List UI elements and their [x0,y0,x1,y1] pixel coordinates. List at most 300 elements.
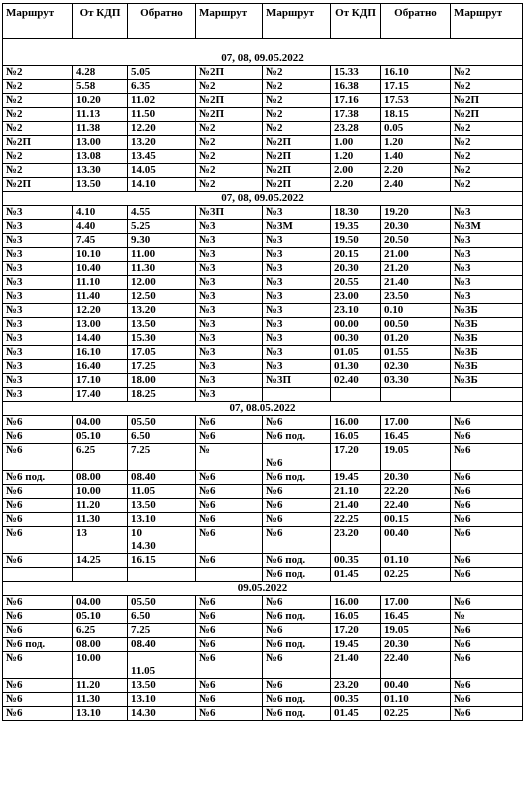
table-cell: 10.20 [73,94,128,108]
table-cell: 4.55 [128,206,196,220]
table-cell [196,568,263,582]
table-cell [451,388,523,402]
table-cell: №2 [3,108,73,122]
table-cell: 10 14.30 [128,527,196,554]
table-cell: 10.40 [73,262,128,276]
table-cell: №2 [196,150,263,164]
table-cell: №3 [196,220,263,234]
table-cell: №3 [3,346,73,360]
table-cell: 20.30 [381,638,451,652]
table-cell: 2.20 [331,178,381,192]
table-row [3,416,523,430]
table-cell: №3 [3,234,73,248]
table-cell: №3 [451,234,523,248]
table-cell: 15.33 [331,66,381,80]
table-cell: 7.25 [128,624,196,638]
table-cell: №3П [196,206,263,220]
table-cell: №6 [196,416,263,430]
table-cell: 12.00 [128,276,196,290]
table-cell: №6 [263,485,331,499]
table-cell: № [451,610,523,624]
table-cell: 12.50 [128,290,196,304]
table-cell: 21.40 [331,499,381,513]
table-cell: 13.50 [128,318,196,332]
table-row [3,610,523,624]
table-cell: №6 [3,693,73,707]
table-cell: №2П [451,108,523,122]
col-header-back: Обратно [128,4,196,39]
table-cell: №3 [3,248,73,262]
table-cell: №6 под. [263,610,331,624]
table-cell: №6 [451,707,523,721]
table-cell: 18.25 [128,388,196,402]
table-cell: 13.08 [73,150,128,164]
table-cell: 16.15 [128,554,196,568]
table-cell: 11.40 [73,290,128,304]
table-row [3,220,523,234]
table-cell: 13.00 [73,318,128,332]
table-cell: 23.20 [331,527,381,554]
table-row [3,276,523,290]
table-cell: №6 [196,610,263,624]
table-cell: 20.30 [381,220,451,234]
table-cell: 17.20 [331,444,381,471]
table-cell: №6 [196,554,263,568]
section-row [3,192,523,206]
table-cell: №6 под. [3,471,73,485]
table-cell: №6 [3,652,73,679]
table-cell: 11.30 [73,513,128,527]
table-cell: 13.20 [128,136,196,150]
table-cell: №6 [196,499,263,513]
table-cell: 13 [73,527,128,554]
table-cell: 13.20 [128,304,196,318]
table-cell: 20.50 [381,234,451,248]
table-cell: 1.00 [331,136,381,150]
table-cell: №6 под. [263,471,331,485]
table-row [3,164,523,178]
table-cell: 5.25 [128,220,196,234]
table-cell: №6 [451,499,523,513]
table-row [3,444,523,471]
table-cell: 23.28 [331,122,381,136]
table-cell: 7.45 [73,234,128,248]
table-cell: №3 [263,304,331,318]
table-cell: 11.10 [73,276,128,290]
table-cell: 05.10 [73,430,128,444]
table-cell: №3 [263,206,331,220]
table-cell: 17.40 [73,388,128,402]
table-cell: 19.35 [331,220,381,234]
table-cell: №6 под. [263,430,331,444]
table-cell: 6.50 [128,610,196,624]
table-cell: 19.20 [381,206,451,220]
table-cell: №6 [263,513,331,527]
table-cell: 21.40 [381,276,451,290]
table-cell: 05.10 [73,610,128,624]
table-cell: 5.58 [73,80,128,94]
table-cell: №6 под. [263,554,331,568]
table-cell: 18.15 [381,108,451,122]
table-row [3,66,523,80]
table-cell: №2 [3,164,73,178]
table-cell: №6 [196,596,263,610]
table-row [3,150,523,164]
table-cell: №2 [451,136,523,150]
table-row [3,122,523,136]
table-cell: 11.13 [73,108,128,122]
table-cell: №3Б [451,360,523,374]
table-cell: №2П [3,178,73,192]
table-cell: 14.40 [73,332,128,346]
table-row [3,262,523,276]
schedule-table-wrapper [2,3,523,721]
table-cell: №6 [263,527,331,554]
table-cell: 14.10 [128,178,196,192]
table-cell: №6 под. [3,638,73,652]
table-cell: №2 [196,178,263,192]
table-cell: №6 [263,416,331,430]
table-cell: №2 [451,122,523,136]
table-cell: 12.20 [73,304,128,318]
table-cell: №2П [196,94,263,108]
table-cell: №6 [451,430,523,444]
table-cell [73,568,128,582]
table-cell: 14.05 [128,164,196,178]
table-cell: №6 [263,652,331,679]
table-cell: №2 [451,80,523,94]
table-cell: 00.40 [381,527,451,554]
table-cell: 04.00 [73,416,128,430]
table-cell: 01.45 [331,707,381,721]
table-cell: №6 [196,707,263,721]
col-header-route: Маршрут [196,4,263,39]
section-date-heading: 09.05.2022 [3,582,523,596]
table-cell: 01.05 [331,346,381,360]
table-cell: 11.05 [128,652,196,679]
table-cell: №3 [196,304,263,318]
table-row [3,596,523,610]
table-cell: №3 [451,206,523,220]
table-cell: №2 [3,122,73,136]
table-cell: 1.20 [381,136,451,150]
table-cell: №6 [451,471,523,485]
table-cell: № [196,444,263,471]
table-cell: 21.20 [381,262,451,276]
table-cell: 02.25 [381,568,451,582]
table-cell: 18.00 [128,374,196,388]
table-cell: 08.00 [73,638,128,652]
table-cell: №3 [263,262,331,276]
table-cell: №2П [263,164,331,178]
table-cell: 13.50 [128,679,196,693]
table-cell: 22.20 [381,485,451,499]
table-cell: №2 [196,136,263,150]
table-cell: 10.10 [73,248,128,262]
table-cell: 11.02 [128,94,196,108]
table-cell: 13.50 [128,499,196,513]
table-cell: №6 [196,693,263,707]
table-cell: №6 под. [263,638,331,652]
table-cell: №3 [263,290,331,304]
table-cell: №3 [3,318,73,332]
table-cell [331,388,381,402]
table-cell: №2 [263,108,331,122]
table-cell: №3 [263,360,331,374]
table-row [3,568,523,582]
table-cell [3,568,73,582]
table-cell: №3 [196,290,263,304]
table-cell: №2 [451,150,523,164]
table-cell: 01.10 [381,554,451,568]
header-row [3,4,523,39]
table-cell: 00.35 [331,693,381,707]
table-cell: 01.10 [381,693,451,707]
table-cell: №3 [196,374,263,388]
table-cell: 16.45 [381,430,451,444]
table-row [3,360,523,374]
table-cell: 6.35 [128,80,196,94]
table-row [3,234,523,248]
table-cell: №2 [196,122,263,136]
table-cell: 2.20 [381,164,451,178]
table-cell: 17.25 [128,360,196,374]
table-cell: №6 под. [263,568,331,582]
table-cell: №6 [196,527,263,554]
table-cell: 16.00 [331,596,381,610]
table-cell: 17.00 [381,416,451,430]
table-cell: №2 [263,122,331,136]
table-cell: 11.20 [73,499,128,513]
table-cell: 4.10 [73,206,128,220]
table-cell: 17.00 [381,596,451,610]
table-cell: 11.30 [128,262,196,276]
table-cell: №6 [196,430,263,444]
table-cell: 19.05 [381,624,451,638]
table-cell: №6 [3,485,73,499]
table-cell: №3 [196,262,263,276]
table-cell: 15.30 [128,332,196,346]
table-cell: 02.25 [381,707,451,721]
table-cell: №2 [451,178,523,192]
table-cell: 2.40 [381,178,451,192]
table-cell: 4.40 [73,220,128,234]
table-cell: №3 [196,360,263,374]
table-cell: №3 [3,220,73,234]
table-cell: 16.38 [331,80,381,94]
table-cell: №6 [263,499,331,513]
table-cell: №2 [3,94,73,108]
table-cell: 08.40 [128,638,196,652]
table-cell: №6 [451,444,523,471]
table-cell: 14.30 [128,707,196,721]
table-cell: №6 [196,624,263,638]
table-row [3,80,523,94]
section-date-heading: 07, 08, 09.05.2022 [3,192,523,206]
table-cell: №3 [451,276,523,290]
table-cell: №6 [196,485,263,499]
section-row [3,402,523,416]
table-cell: 00.00 [331,318,381,332]
table-cell: 23.10 [331,304,381,318]
table-cell: 21.10 [331,485,381,499]
table-cell: №2 [3,80,73,94]
table-cell: №6 под. [263,693,331,707]
table-row [3,679,523,693]
table-cell: №6 [196,638,263,652]
table-cell: 16.10 [381,66,451,80]
table-cell: 19.50 [331,234,381,248]
table-cell: №3 [3,374,73,388]
table-cell: 21.00 [381,248,451,262]
table-cell: 16.10 [73,346,128,360]
table-row [3,304,523,318]
table-cell: №2 [196,80,263,94]
table-cell: №6 [451,568,523,582]
table-cell: №6 [196,513,263,527]
table-cell: 6.25 [73,444,128,471]
table-cell: 02.40 [331,374,381,388]
table-cell: №3 [451,262,523,276]
table-row [3,108,523,122]
table-cell: 00.50 [381,318,451,332]
table-cell: 16.05 [331,430,381,444]
table-cell: №2П [196,66,263,80]
table-cell: 00.35 [331,554,381,568]
table-cell: 05.50 [128,596,196,610]
table-cell: 16.45 [381,610,451,624]
table-cell: №6 [263,596,331,610]
table-cell: №6 [451,596,523,610]
table-cell [263,388,331,402]
table-cell: 0.05 [381,122,451,136]
table-row [3,652,523,679]
table-cell: 16.00 [331,416,381,430]
table-cell: №3 [451,290,523,304]
table-cell: 6.25 [73,624,128,638]
table-cell: №6 [451,513,523,527]
table-row [3,94,523,108]
table-cell: №2П [3,136,73,150]
table-cell: №3 [3,304,73,318]
table-cell: 18.30 [331,206,381,220]
table-cell: №6 [3,554,73,568]
table-cell: №3М [263,220,331,234]
table-cell: 6.50 [128,430,196,444]
table-cell: №6 под. [263,707,331,721]
table-cell: 04.00 [73,596,128,610]
table-cell: 4.28 [73,66,128,80]
table-cell: 16.05 [331,610,381,624]
table-cell: №3 [3,262,73,276]
table-row [3,388,523,402]
table-cell: №6 [3,707,73,721]
table-cell: 9.30 [128,234,196,248]
table-cell: 11.05 [128,485,196,499]
table-cell: №2П [263,150,331,164]
table-cell: 08.00 [73,471,128,485]
table-cell: 21.40 [331,652,381,679]
table-cell: 22.25 [331,513,381,527]
table-row [3,136,523,150]
table-cell: №3Б [451,346,523,360]
table-cell: №6 [3,527,73,554]
table-cell: №6 [263,444,331,471]
table-cell: 11.30 [73,693,128,707]
schedule-body [3,39,523,721]
table-cell: №6 [196,652,263,679]
table-cell: 01.20 [381,332,451,346]
table-cell: 10.00 [73,485,128,499]
table-row [3,527,523,554]
table-cell: №3 [451,248,523,262]
table-cell: 17.05 [128,346,196,360]
table-row [3,638,523,652]
table-cell: 0.10 [381,304,451,318]
table-cell: 22.40 [381,499,451,513]
table-cell: №3 [3,332,73,346]
table-cell: №6 [3,513,73,527]
table-cell: №2 [451,164,523,178]
table-cell: №3 [3,290,73,304]
table-cell: №2 [451,66,523,80]
table-cell: №3 [196,318,263,332]
table-cell: 13.10 [73,707,128,721]
table-cell: №3 [263,332,331,346]
table-cell: 00.30 [331,332,381,346]
table-cell: 14.25 [73,554,128,568]
col-header-route: Маршрут [263,4,331,39]
schedule-table [2,3,523,721]
table-row [3,624,523,638]
table-cell: 11.50 [128,108,196,122]
table-cell: №6 [196,471,263,485]
table-cell: №3Б [451,374,523,388]
table-row [3,290,523,304]
table-cell: 1.20 [331,150,381,164]
table-cell: 08.40 [128,471,196,485]
table-cell: 23.50 [381,290,451,304]
table-cell: №2П [451,94,523,108]
section-row [3,39,523,66]
table-cell: №3Б [451,304,523,318]
table-row [3,248,523,262]
table-cell: №6 [263,679,331,693]
table-cell: 13.50 [73,178,128,192]
table-row [3,318,523,332]
table-cell: №3Б [451,318,523,332]
table-cell: №6 [3,624,73,638]
table-row [3,430,523,444]
table-cell: №3 [196,234,263,248]
table-cell: 17.20 [331,624,381,638]
table-cell: №2 [196,164,263,178]
table-row [3,513,523,527]
col-header-route: Маршрут [451,4,523,39]
table-row [3,374,523,388]
table-cell: №3 [196,388,263,402]
table-cell: 11.38 [73,122,128,136]
table-cell: 1.40 [381,150,451,164]
table-row [3,693,523,707]
table-cell: 20.30 [381,471,451,485]
table-cell: №6 [451,624,523,638]
table-cell: №3 [3,276,73,290]
table-cell: 17.53 [381,94,451,108]
table-cell: №2П [263,178,331,192]
table-row [3,346,523,360]
table-cell: №6 [3,444,73,471]
